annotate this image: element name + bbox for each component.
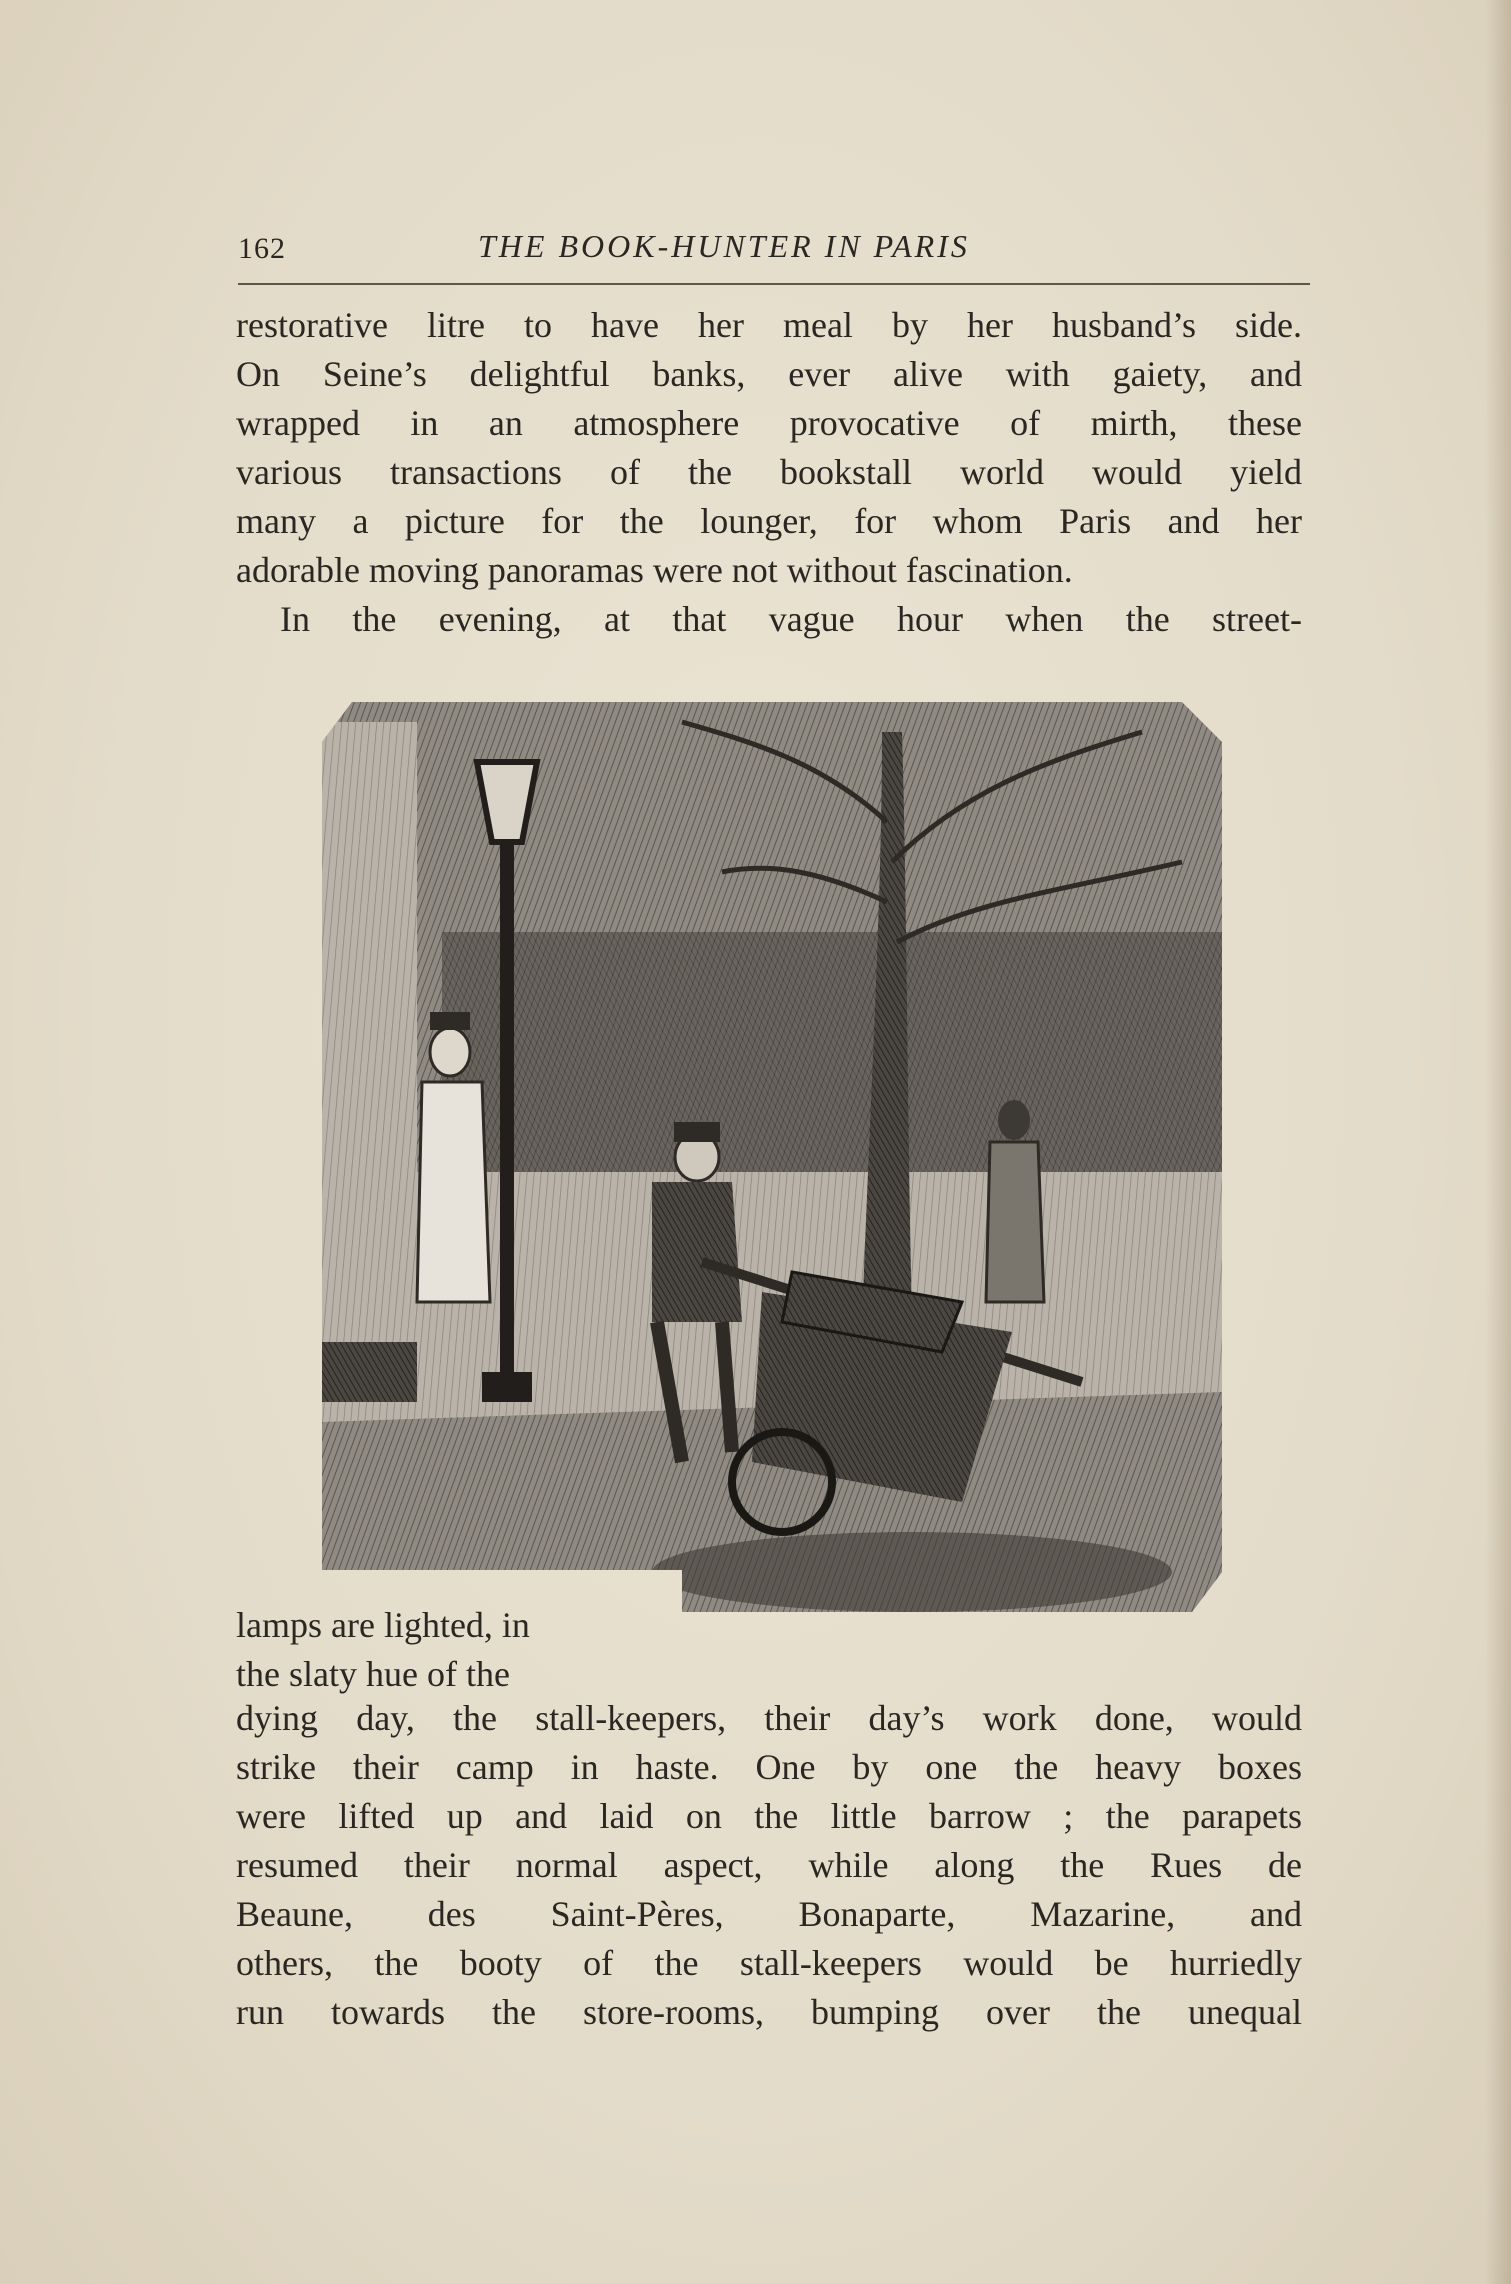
- text-line: were lifted up and laid on the little barrow ; the parapets: [236, 1796, 1302, 1836]
- text-line: run towards the store-rooms, bumping over the unequal: [236, 1992, 1302, 2032]
- book-title: THE BOOK-HUNTER IN PARIS: [478, 228, 970, 264]
- text-line: many a picture for the lounger, for whom Paris and her: [236, 501, 1302, 541]
- paragraph-bottom: [236, 1694, 1302, 2037]
- engraving-illustration: [322, 702, 1222, 1632]
- text-line: Beaune, des Saint-Pères, Bonaparte, Mazarine, and: [236, 1894, 1302, 1934]
- header-rule: [238, 283, 1310, 285]
- text-line: resumed their normal aspect, while along the Rues de: [236, 1845, 1302, 1885]
- text-line: others, the booty of the stall-keepers would be hurriedly: [236, 1943, 1302, 1983]
- page-edge-shadow: [1485, 0, 1511, 2284]
- paragraph-top: [236, 301, 1302, 644]
- text-line: various transactions of the bookstall world would yield: [236, 452, 1302, 492]
- text-line: restorative litre to have her meal by her husband’s side.: [236, 305, 1302, 345]
- text-line: In the evening, at that vague hour when the street-: [280, 599, 1302, 639]
- wrapped-lines: [236, 1601, 656, 1699]
- text-line: the slaty hue of the: [236, 1654, 510, 1694]
- text-line: wrapped in an atmosphere provocative of mirth, these: [236, 403, 1302, 443]
- page-number: 162: [238, 232, 286, 265]
- running-head: [238, 226, 1308, 276]
- text-line: adorable moving panoramas were not without fascination.: [236, 550, 1073, 590]
- text-line: strike their camp in haste. One by one the heavy boxes: [236, 1747, 1302, 1787]
- text-line: dying day, the stall-keepers, their day’s work done, would: [236, 1698, 1302, 1738]
- text-line: lamps are lighted, in: [236, 1605, 530, 1645]
- text-line: On Seine’s delightful banks, ever alive with gaiety, and: [236, 354, 1302, 394]
